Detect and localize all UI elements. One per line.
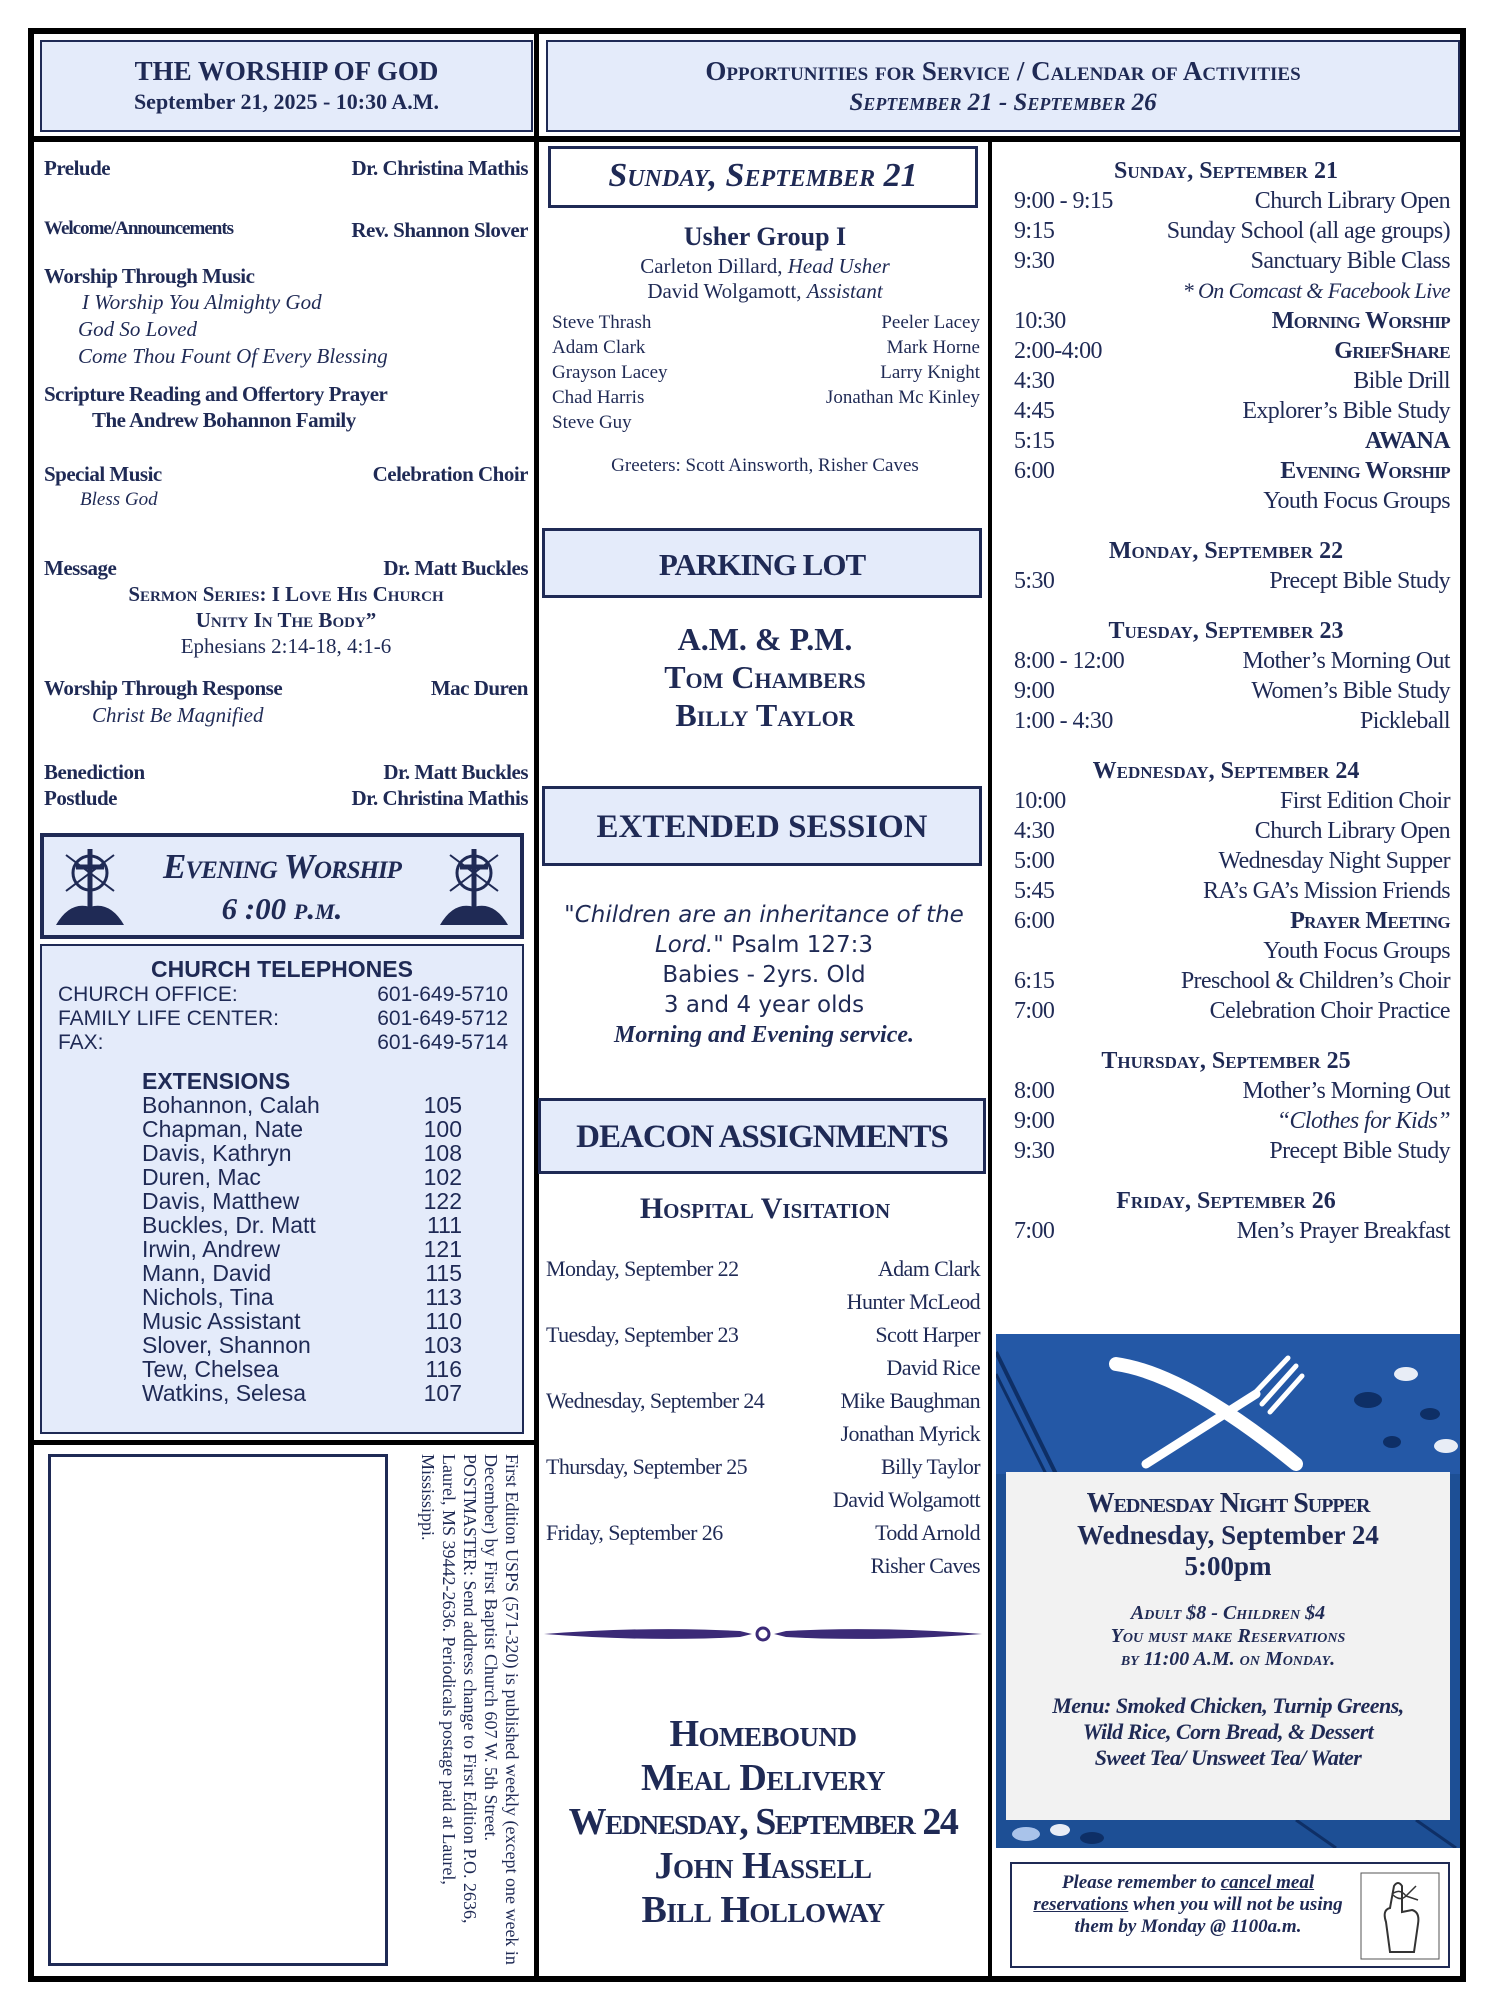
usher-group-title: Usher Group I (683, 222, 847, 251)
finger-string-icon (1360, 1872, 1440, 1960)
deacon-row-second: David Wolgamott (832, 1487, 980, 1512)
extension-row: Irwin, Andrew 121 (142, 1236, 462, 1262)
calendar-event: 9:00 “Clothes for Kids” (1014, 1108, 1450, 1134)
song-3: Come Thou Fount Of Every Blessing (78, 344, 388, 368)
telephone-row: CHURCH OFFICE: 601-649-5710 (58, 983, 508, 1006)
calendar-event: 7:00 Men’s Prayer Breakfast (1014, 1218, 1450, 1244)
calendar-day-heading: Tuesday, September 23 (1108, 618, 1344, 644)
deacon-row-second: Risher Caves (870, 1553, 980, 1578)
assistant-usher: David Wolgamott, Assistant (647, 279, 883, 303)
fork-knife-icon (996, 1334, 1460, 1474)
bulletin-page (28, 28, 1466, 1982)
telephones-panel (40, 944, 524, 1434)
extension-row: Davis, Kathryn 108 (142, 1140, 462, 1166)
extension-row: Slover, Shannon 103 (142, 1332, 462, 1358)
calendar-event: 9:30 Precept Bible Study (1014, 1138, 1450, 1164)
anchor-cross-icon-right (436, 845, 512, 929)
extended-quote: "Children are an inheritance of the Lord." Psalm 127:3 (564, 902, 964, 958)
extension-row: Buckles, Dr. Matt 111 (142, 1212, 462, 1238)
scripture-label: Scripture Reading and Offertory Prayer (44, 382, 388, 406)
head-usher: Carleton Dillard, Head Usher (640, 254, 890, 278)
postlude-person: Dr. Christina Mathis (351, 786, 528, 810)
extension-row: Duren, Mac 102 (142, 1164, 462, 1190)
supper-flyer (996, 1334, 1460, 1848)
song-1: I Worship You Almighty God (82, 290, 322, 314)
header-divider (34, 136, 1460, 142)
deacon-list (546, 1252, 980, 1582)
ornament-divider (540, 1620, 986, 1648)
deacon-row: Friday, September 26 Todd Arnold (546, 1520, 980, 1545)
mailing-label-area (48, 1454, 388, 1966)
welcome-label: Welcome/Announcements (44, 218, 234, 239)
calendar-event: 10:30 Morning Worship (1014, 308, 1450, 334)
parking-assignees: A.M. & P.M. Tom Chambers Billy Taylor (664, 621, 866, 733)
calendar-event: 1:00 - 4:30 Pickleball (1014, 708, 1450, 734)
calendar-event: 6:00 Prayer Meeting (1014, 908, 1450, 934)
evening-worship-title: Evening Worship (163, 847, 401, 886)
column-divider-1 (534, 34, 539, 1976)
sunday-box: Sunday, September 21 (548, 146, 978, 208)
extended-session-details: "Children are an inheritance of the Lord." Psalm 127:3 Babies - 2yrs. Old 3 and 4 year olds Morning and Evening service. (564, 902, 964, 1048)
sermon-reference: Ephesians 2:14-18, 4:1-6 (180, 634, 392, 658)
calendar-header (546, 40, 1460, 132)
usher-list-right: Peeler Lacey Mark Horne Larry Knight Jonathan Mc Kinley (825, 312, 980, 408)
prelude-label: Prelude (44, 156, 111, 180)
supper-details: Wednesday Night Supper Wednesday, September 24 5:00pm Adult $8 - Children $4 You must make Reservations by 11:00 A.M. on Monday. Menu: Smoked Chicken, Turnip Greens, Wild Rice, Corn Bread, & Dessert Sweet Tea/ Unsweet Tea/ Water (1006, 1472, 1450, 1820)
supper-footer-pattern (996, 1820, 1460, 1848)
reminder-text: Please remember to cancel meal reservations when you will not be using them by Monday @ 1100a.m. (1033, 1872, 1343, 1937)
extension-row: Watkins, Selesa 107 (142, 1380, 462, 1406)
sermon-title: Unity In The Body” (195, 608, 377, 632)
calendar-day-heading: Wednesday, September 24 (1092, 758, 1360, 784)
parking-lot-box: PARKING LOT (542, 528, 982, 598)
calendar-event: 8:00 - 12:00 Mother’s Morning Out (1014, 648, 1450, 674)
ushers-section (546, 222, 984, 522)
calendar-event: 9:30 Sanctuary Bible Class (1014, 248, 1450, 274)
message-label: Message (44, 556, 117, 580)
telephone-row: FAMILY LIFE CENTER: 601-649-5712 (58, 1007, 508, 1030)
hospital-visitation-title: Hospital Visitation (639, 1192, 891, 1225)
calendar-dates: September 21 - September 26 (849, 89, 1157, 116)
usher-list-left: Steve Thrash Adam Clark Grayson Lacey Chad Harris Steve Guy (552, 312, 668, 433)
music-label: Worship Through Music (44, 264, 255, 288)
benediction-label: Benediction (44, 760, 145, 784)
extension-row: Chapman, Nate 100 (142, 1116, 462, 1142)
prelude-person: Dr. Christina Mathis (351, 156, 528, 180)
postal-divider (34, 1440, 534, 1445)
special-music-label: Special Music (44, 462, 162, 486)
benediction-person: Dr. Matt Buckles (383, 760, 528, 784)
worship-title: THE WORSHIP OF GOD (134, 56, 439, 86)
scripture-person: The Andrew Bohannon Family (92, 408, 356, 432)
calendar-day-heading: Sunday, September 21 (1114, 158, 1338, 184)
extended-session-box: EXTENDED SESSION (542, 786, 982, 866)
calendar-event: 9:00 Women’s Bible Study (1014, 678, 1450, 704)
usher-list (546, 310, 984, 435)
evening-worship-box (40, 833, 524, 939)
order-of-worship (44, 146, 528, 846)
calendar-event: 6:15 Preschool & Children’s Choir (1014, 968, 1450, 994)
response-label: Worship Through Response (44, 676, 283, 700)
calendar-event: * On Comcast & Facebook Live (1182, 278, 1450, 303)
extension-row: Tew, Chelsea 116 (142, 1356, 462, 1382)
calendar-day-heading: Monday, September 22 (1108, 538, 1344, 564)
calendar-event: 7:00 Celebration Choir Practice (1014, 998, 1450, 1024)
song-2: God So Loved (78, 317, 197, 341)
calendar-event: 2:00-4:00 GriefShare (1014, 338, 1450, 364)
extension-row: Nichols, Tina 113 (142, 1284, 462, 1310)
deacon-assignments-box: DEACON ASSIGNMENTS (538, 1098, 986, 1174)
calendar-event: Youth Focus Groups (1263, 938, 1450, 964)
deacon-row-second: Hunter McLeod (846, 1289, 980, 1314)
welcome-person: Rev. Shannon Slover (351, 218, 528, 242)
anchor-cross-icon-left (52, 845, 128, 929)
extensions-title: EXTENSIONS (142, 1068, 291, 1094)
extension-row: Davis, Matthew 122 (142, 1188, 462, 1214)
greeters: Greeters: Scott Ainsworth, Risher Caves (611, 455, 919, 476)
calendar-event: 5:45 RA’s GA’s Mission Friends (1014, 878, 1450, 904)
evening-worship-time: 6 :00 p.m. (221, 891, 343, 926)
extension-list (142, 1093, 522, 1405)
deacon-row: Tuesday, September 23 Scott Harper (546, 1322, 980, 1347)
calendar-event: 5:15 AWANA (1014, 428, 1450, 454)
calendar-event: Youth Focus Groups (1263, 488, 1450, 514)
special-music-person: Celebration Choir (372, 462, 528, 486)
deacon-row-second: David Rice (886, 1355, 980, 1380)
deacon-row: Thursday, September 25 Billy Taylor (546, 1454, 980, 1479)
calendar-list (992, 156, 1460, 1246)
extension-row: Music Assistant 110 (142, 1308, 462, 1334)
worship-date: September 21, 2025 - 10:30 A.M. (133, 89, 440, 114)
telephone-list (42, 983, 522, 1055)
calendar-event: 6:00 Evening Worship (1014, 458, 1450, 484)
postal-statement: First Edition USPS (571-320) is published weekly (except one week in December) by First Baptist Church 607 W. 5th Street. POSTMASTER: Send address change to First Edition P.O. 2636, Laurel, MS 39442-2636. Periodicals postage paid at Laurel, Mississippi. (418, 1454, 522, 1965)
calendar-event: 4:30 Bible Drill (1014, 368, 1450, 394)
response-song: Christ Be Magnified (92, 703, 264, 727)
calendar-event: 9:15 Sunday School (all age groups) (1014, 218, 1450, 244)
reminder-box (1010, 1862, 1450, 1968)
worship-header (40, 40, 533, 132)
special-song: Bless God (80, 489, 158, 510)
calendar-event: 5:00 Wednesday Night Supper (1014, 848, 1450, 874)
message-person: Dr. Matt Buckles (383, 556, 528, 580)
deacon-row-second: Jonathan Myrick (840, 1421, 980, 1446)
calendar-event: 8:00 Mother’s Morning Out (1014, 1078, 1450, 1104)
extension-row: Mann, David 115 (142, 1260, 462, 1286)
deacon-row: Wednesday, September 24 Mike Baughman (546, 1388, 980, 1413)
calendar-event: 4:30 Church Library Open (1014, 818, 1450, 844)
calendar-of-activities (992, 146, 1460, 1326)
calendar-event: 10:00 First Edition Choir (1014, 788, 1450, 814)
calendar-day-heading: Thursday, September 25 (1101, 1048, 1351, 1074)
calendar-day-heading: Friday, September 26 (1116, 1188, 1336, 1214)
sermon-series: Sermon Series: I Love His Church (128, 582, 444, 606)
extension-row: Bohannon, Calah 105 (142, 1092, 462, 1118)
homebound-meal-delivery: Homebound Meal Delivery Wednesday, September 24 John Hassell Bill Holloway (568, 1713, 958, 1931)
postlude-label: Postlude (44, 786, 118, 810)
deacon-row: Monday, September 22 Adam Clark (546, 1256, 980, 1281)
telephone-row: FAX: 601-649-5714 (58, 1031, 508, 1054)
calendar-event: 9:00 - 9:15 Church Library Open (1014, 188, 1450, 214)
response-person: Mac Duren (430, 676, 528, 700)
calendar-event: 4:45 Explorer’s Bible Study (1014, 398, 1450, 424)
telephones-title: CHURCH TELEPHONES (151, 956, 413, 982)
calendar-title: Opportunities for Service / Calendar of Activities (705, 56, 1301, 86)
calendar-event: 5:30 Precept Bible Study (1014, 568, 1450, 594)
